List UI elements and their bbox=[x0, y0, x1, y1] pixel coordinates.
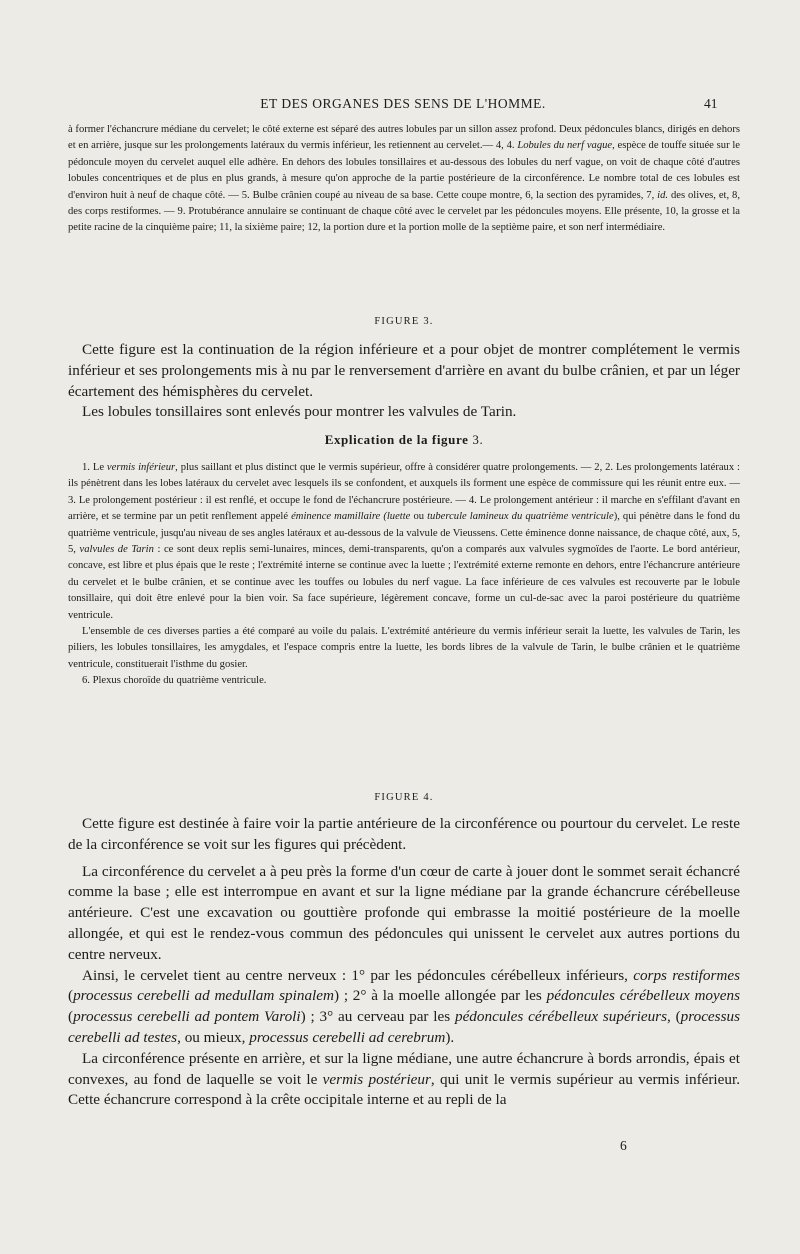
italic-term: valvules de Tarin bbox=[79, 544, 154, 556]
text-run: ) ; 2° à la moelle allongée par les bbox=[333, 987, 547, 1005]
text-run: ( bbox=[68, 987, 74, 1005]
text-run: ) ; 3° au cerveau par les bbox=[300, 1008, 455, 1026]
italic-term: tubercule lamineux du quatrième ventricule bbox=[427, 511, 614, 523]
text-run: des olives, et, 8, des corps restiformes. — 9. Protubérance annulaire se continuant de chaque côté avec le cervelet par les pédoncules moyens. Elle présente, 10, la grosse et la petite racine de la cinquième paire; 11, la sixième paire; 12, la portion dure et la portion molle de la septième paire, et son nerf intermédiaire. bbox=[68, 189, 740, 234]
italic-term: pédoncules cérébelleux moyens bbox=[546, 987, 741, 1005]
signature-mark: 6 bbox=[620, 1138, 627, 1153]
italic-term: vermis inférieur bbox=[106, 462, 176, 473]
figure-3-intro bbox=[68, 340, 740, 423]
text-run: ), qui pénètre dans le fond du quatrième ventricule, jusqu'au niveau de ses angles latéraux et au-dessous de la valvule de Vieussens. Cette éminence donne naissance, de chaque côté, aux, 5, 5, bbox=[68, 511, 741, 556]
italic-term: Lobules du nerf vague bbox=[517, 140, 613, 152]
explication-item: 6. Plexus choroïde du quatrième ventricule. bbox=[82, 675, 267, 687]
explication-heading bbox=[68, 432, 740, 448]
figure-3-intro-paragraph: Les lobules tonsillaires sont enlevés pour montrer les valvules de Tarin. bbox=[82, 403, 517, 421]
italic-term: corps restiformes bbox=[633, 966, 740, 984]
explication-body bbox=[68, 460, 740, 690]
italic-term: vermis postérieur bbox=[322, 1070, 431, 1088]
text-run: , qui unit le vermis supérieur au vermis inférieur. Cette échancrure correspond à la crête occipitale interne et au repli de la bbox=[68, 1070, 741, 1109]
text-run: ). bbox=[445, 1028, 455, 1046]
figure-3-intro-paragraph: Cette figure est la continuation de la région inférieure et a pour objet de montrer complétement le vermis inférieur et ses prolongements mis à nu par le renversement d'arrière en avant du bulbe crânien, et par un léger écartement des hémisphères du cervelet. bbox=[68, 341, 740, 400]
explication-item: L'ensemble de ces diverses parties a été comparé au voile du palais. L'extrémité antérieure du vermis inférieur serait la luette, les valvules de Tarin, les piliers, les lobules tonsillaires, les amygdales, et l'espace compris entre la luette, les bords libres de la valvule de Tarin, le bulbe crânien et le quatrième ventricule, constituerait l'isthme du gosier. bbox=[68, 626, 740, 670]
figure-4-paragraph: La circonférence du cervelet a à peu près la forme d'un cœur de carte à jouer dont le sommet serait échancré comme la base ; elle est interrompue en avant et sur la ligne médiane par la grande échancrure cérébelleuse antérieure. C'est une excavation ou gouttière profonde qui embrasse la moitié postérieure de la moelle allongée, et qui est le rendez-vous commun des pédoncules qui unissent le cervelet aux autres portions du centre nerveux. bbox=[68, 862, 740, 963]
explication-item bbox=[68, 460, 740, 624]
explanation-continued-paragraph bbox=[68, 122, 740, 237]
text-run: à former l'échancrure médiane du cervelet; le côté externe est séparé des autres lobules par un sillon assez profond. Deux pédoncules blancs, dirigés en dehors et en arrière, jusque sur les prolongements latéraux du vermis inférieur, les retiennent au cervelet.— 4, 4. bbox=[68, 124, 740, 152]
text-run: , espèce de touffe située sur le pédoncule moyen du cervelet auquel elle adhère. En dehors des lobules tonsillaires et au-dessous des lobules du nerf vague, on voit de chaque côté d'autres lobules concentriques et de plus en plus grands, à mesure qu'on approche de la partie postérieure de la circonférence. Le nombre total de ces lobules est d'environ huit à neuf de chaque côté. — 5. Bulbe crânien coupé au niveau de sa base. Cette coupe montre, 6, la section des pyramides, 7, bbox=[68, 140, 741, 201]
figure-4-intro: Cette figure est destinée à faire voir la partie antérieure de la circonférence ou pourtour du cervelet. Le reste de la circonférence se voit sur les figures qui précèdent. bbox=[68, 815, 740, 853]
explication-heading-text: Explication de la figure bbox=[324, 432, 469, 447]
figure-4-body bbox=[68, 814, 740, 1111]
text-run: Ainsi, le cervelet tient au centre nerveux : 1° par les pédoncules cérébelleux inférieurs, bbox=[82, 966, 634, 984]
italic-term: processus cerebelli ad medullam spinalem bbox=[73, 987, 334, 1005]
italic-term: processus cerebelli ad cerebrum bbox=[249, 1028, 446, 1046]
figure-4-heading: FIGURE 4. bbox=[374, 792, 434, 803]
figure-3-heading: FIGURE 3. bbox=[374, 316, 434, 327]
text-run: 1. Le bbox=[82, 462, 107, 473]
explication-heading-number: 3. bbox=[472, 432, 484, 447]
italic-term: éminence mamillaire (luette bbox=[291, 511, 411, 523]
text-run: , ( bbox=[667, 1008, 681, 1026]
text-run: La circonférence présente en arrière, et sur la ligne médiane, une autre échancrure à bords arrondis, épais et convexes, au fond de laquelle se voit le bbox=[68, 1049, 740, 1088]
text-run: : ce sont deux replis semi-lunaires, minces, demi-transparents, qu'on a comparés aux valvules sygmoïdes de l'aorte. Le bord antérieur, concave, est libre et plus épais que le reste ; l'extrémité interne se continue avec la luette ; l'extrémité externe remonte en dehors, entre l'échancrure antérieure du cervelet et le bulbe crânien, et se continue avec les touffes ou lobules du nerf vague. La face inférieure de ces valvules est recouverte par le lobule tonsillaire, qui doit être enlevé pour la bien voir. Sa face supérieure, légèrement concave, forme un cul-de-sac avec la paroi postérieure du quatrième ventricule. bbox=[68, 544, 741, 621]
running-head: ET DES ORGANES DES SENS DE L'HOMME. bbox=[260, 96, 546, 111]
text-run: , plus saillant et plus distinct que le vermis supérieur, offre à considérer quatre prolongements. — 2, 2. Les prolongements latéraux : ils pénètrent dans les lobes latéraux du cervelet avec lesquels ils se confondent, et auxquels ils forment une espèce de commissure qui les réunit entre eux. — 3. Le prolongement postérieur : il est renflé, et occupe le fond de l'échancrure postérieure. — 4. Le prolongement antérieur : il marche en s'effilant d'avant en arrière, et se termine par un petit renflement appelé bbox=[68, 462, 740, 523]
page-number: 41 bbox=[704, 96, 718, 111]
italic-term: processus cerebelli ad pontem Varoli bbox=[73, 1008, 301, 1026]
italic-term: pédoncules cérébelleux supérieurs bbox=[454, 1008, 667, 1026]
italic-term: processus cerebelli ad testes bbox=[68, 1008, 740, 1046]
figure-4-paragraph bbox=[68, 1049, 740, 1111]
italic-term: id. bbox=[657, 189, 669, 201]
figure-4-paragraph bbox=[68, 966, 740, 1049]
text-run: , ou mieux, bbox=[177, 1028, 250, 1046]
text-run: ( bbox=[68, 1008, 74, 1026]
text-run: ou bbox=[410, 511, 428, 523]
